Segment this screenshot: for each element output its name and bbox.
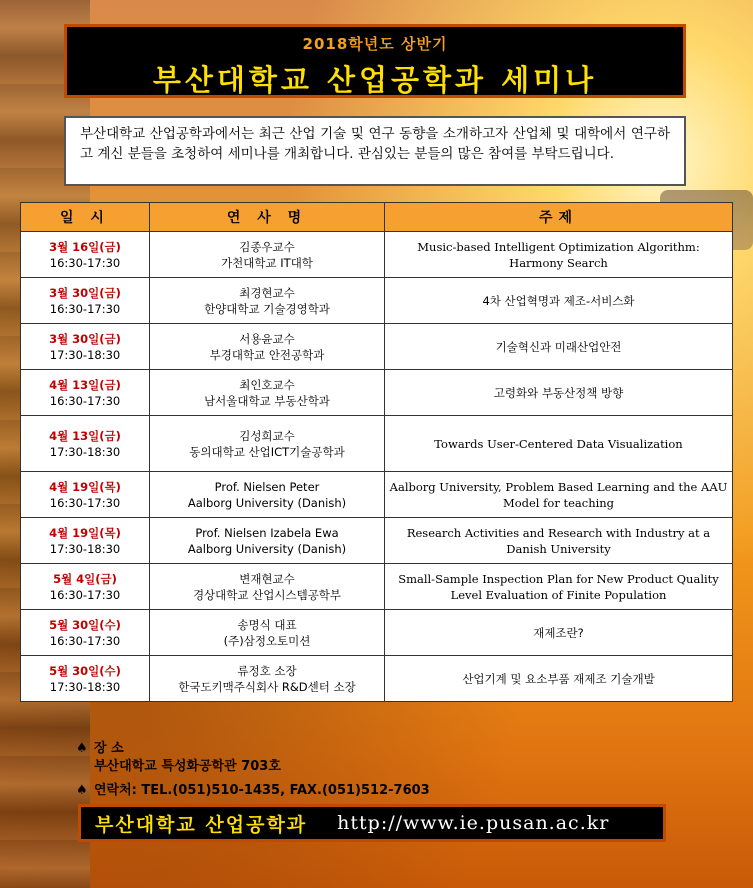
cell-affiliation: 한양대학교 기술경영학과 <box>204 301 330 316</box>
cell-topic-text: 재제조란? <box>533 625 584 640</box>
cell-datetime <box>21 370 150 416</box>
cell-date: 3월 30일(금) <box>49 331 121 346</box>
cell-date: 4월 13일(금) <box>49 377 121 392</box>
cell-topic <box>385 232 733 278</box>
cell-topic-text: 4차 산업혁명과 제조-서비스화 <box>482 293 635 308</box>
cell-datetime <box>21 232 150 278</box>
cell-speaker-name: 변재현교수 <box>239 571 295 586</box>
cell-affiliation: 부경대학교 안전공학과 <box>209 347 325 362</box>
header-topic: 주제 <box>385 203 733 232</box>
table-row <box>21 610 733 656</box>
cell-date: 4월 19일(목) <box>49 525 121 540</box>
spade-icon: ♠ <box>76 783 88 798</box>
footer-department: 부산대학교 산업공학과 <box>95 813 308 836</box>
cell-affiliation: 가천대학교 IT대학 <box>221 255 313 270</box>
cell-date: 3월 30일(금) <box>49 285 121 300</box>
cell-speaker-name: 최경현교수 <box>239 285 295 300</box>
cell-topic <box>385 610 733 656</box>
cell-datetime <box>21 472 150 518</box>
table-row <box>21 370 733 416</box>
cell-datetime <box>21 656 150 702</box>
header-speaker: 연 사 명 <box>150 203 385 232</box>
table-row <box>21 518 733 564</box>
cell-datetime <box>21 324 150 370</box>
cell-topic-text: 고령화와 부동산정책 방향 <box>493 385 624 400</box>
cell-topic-text: Aalborg University, Problem Based Learning and the AAU Model for teaching <box>389 479 728 510</box>
cell-topic <box>385 370 733 416</box>
cell-topic-text: Research Activities and Research with Industry at a Danish University <box>406 525 711 556</box>
table-header-row <box>21 203 733 232</box>
cell-time: 17:30-18:30 <box>49 444 121 459</box>
cell-datetime <box>21 518 150 564</box>
cell-datetime <box>21 564 150 610</box>
header-date: 일 시 <box>21 203 150 232</box>
cell-date: 5월 30일(수) <box>49 617 121 632</box>
schedule-table <box>20 202 733 702</box>
cell-affiliation: Aalborg University (Danish) <box>187 541 347 556</box>
cell-topic <box>385 416 733 472</box>
cell-speaker <box>150 278 385 324</box>
cell-date: 5월 4일(금) <box>53 571 117 586</box>
cell-topic <box>385 324 733 370</box>
cell-date: 4월 19일(목) <box>49 479 121 494</box>
cell-time: 17:30-18:30 <box>49 347 121 362</box>
cell-speaker <box>150 564 385 610</box>
cell-speaker <box>150 324 385 370</box>
cell-date: 5월 30일(수) <box>49 663 121 678</box>
cell-time: 16:30-17:30 <box>49 633 121 648</box>
cell-speaker <box>150 518 385 564</box>
table-row <box>21 472 733 518</box>
cell-time: 16:30-17:30 <box>49 495 121 510</box>
cell-date: 3월 16일(금) <box>49 239 121 254</box>
cell-speaker-name: Prof. Nielsen Izabela Ewa <box>195 525 339 540</box>
info-section <box>76 740 430 800</box>
table-row <box>21 232 733 278</box>
table-row <box>21 324 733 370</box>
cell-datetime <box>21 610 150 656</box>
cell-topic <box>385 656 733 702</box>
cell-topic-text: Towards User-Centered Data Visualization <box>434 436 683 451</box>
cell-topic <box>385 518 733 564</box>
cell-datetime <box>21 278 150 324</box>
cell-speaker <box>150 232 385 278</box>
cell-speaker-name: 송명식 대표 <box>237 617 297 632</box>
cell-speaker-name: 최인호교수 <box>239 377 295 392</box>
cell-speaker-name: 서용윤교수 <box>239 331 295 346</box>
table-row <box>21 278 733 324</box>
cell-speaker-name: 김종우교수 <box>239 239 295 254</box>
cell-speaker-name: 류정호 소장 <box>237 663 297 678</box>
cell-affiliation: 경상대학교 산업시스템공학부 <box>192 587 342 602</box>
cell-time: 16:30-17:30 <box>49 587 121 602</box>
cell-time: 17:30-18:30 <box>49 541 121 556</box>
cell-affiliation: Aalborg University (Danish) <box>187 495 347 510</box>
table-row <box>21 416 733 472</box>
cell-speaker <box>150 610 385 656</box>
cell-speaker <box>150 472 385 518</box>
place-row <box>76 740 430 758</box>
page-title: 부산대학교 산업공학과 세미나 <box>152 63 598 97</box>
cell-topic-text: 산업기계 및 요소부품 재제조 기술개발 <box>462 671 655 686</box>
cell-time: 16:30-17:30 <box>49 255 121 270</box>
spade-icon: ♠ <box>76 741 88 756</box>
cell-datetime <box>21 416 150 472</box>
place-value: 부산대학교 특성화공학관 703호 <box>94 759 281 774</box>
place-label: 장 소 <box>94 741 124 756</box>
cell-topic-text: Music-based Intelligent Optimization Algorithm: Harmony Search <box>417 239 700 270</box>
cell-topic-text: Small-Sample Inspection Plan for New Product Quality Level Evaluation of Finite Population <box>398 571 719 602</box>
footer-url-link[interactable]: http://www.ie.pusan.ac.kr <box>337 812 610 834</box>
cell-affiliation: 남서울대학교 부동산학과 <box>204 393 330 408</box>
cell-topic <box>385 564 733 610</box>
contact-value: 연락처: TEL.(051)510-1435, FAX.(051)512-7603 <box>94 783 430 798</box>
cell-date: 4월 13일(금) <box>49 428 121 443</box>
footer-banner <box>78 804 666 842</box>
cell-speaker-name: Prof. Nielsen Peter <box>214 479 320 494</box>
table-row <box>21 564 733 610</box>
title-banner <box>64 24 686 98</box>
contact-row <box>76 782 430 800</box>
cell-topic <box>385 472 733 518</box>
cell-time: 16:30-17:30 <box>49 301 121 316</box>
cell-speaker <box>150 370 385 416</box>
cell-affiliation: (주)삼정오토미션 <box>223 633 311 648</box>
cell-speaker-name: 김성희교수 <box>239 428 295 443</box>
place-value-row <box>76 758 430 776</box>
cell-time: 16:30-17:30 <box>49 393 121 408</box>
table-row <box>21 656 733 702</box>
intro-box <box>64 116 686 186</box>
title-subtitle: 2018학년도 상반기 <box>302 35 448 53</box>
cell-topic <box>385 278 733 324</box>
cell-time: 17:30-18:30 <box>49 679 121 694</box>
cell-affiliation: 한국도키맥주식회사 R&D센터 소장 <box>178 679 356 694</box>
cell-topic-text: 기술혁신과 미래산업안전 <box>495 339 622 354</box>
cell-speaker <box>150 416 385 472</box>
cell-speaker <box>150 656 385 702</box>
intro-text: 부산대학교 산업공학과에서는 최근 산업 기술 및 연구 동향을 소개하고자 산업체 및 대학에서 연구하고 계신 분들을 초청하여 세미나를 개최합니다. 관심있는 분들의 많은 참여를 부탁드립니다. <box>80 126 670 162</box>
cell-affiliation: 동의대학교 산업ICT기술공학과 <box>189 444 345 459</box>
